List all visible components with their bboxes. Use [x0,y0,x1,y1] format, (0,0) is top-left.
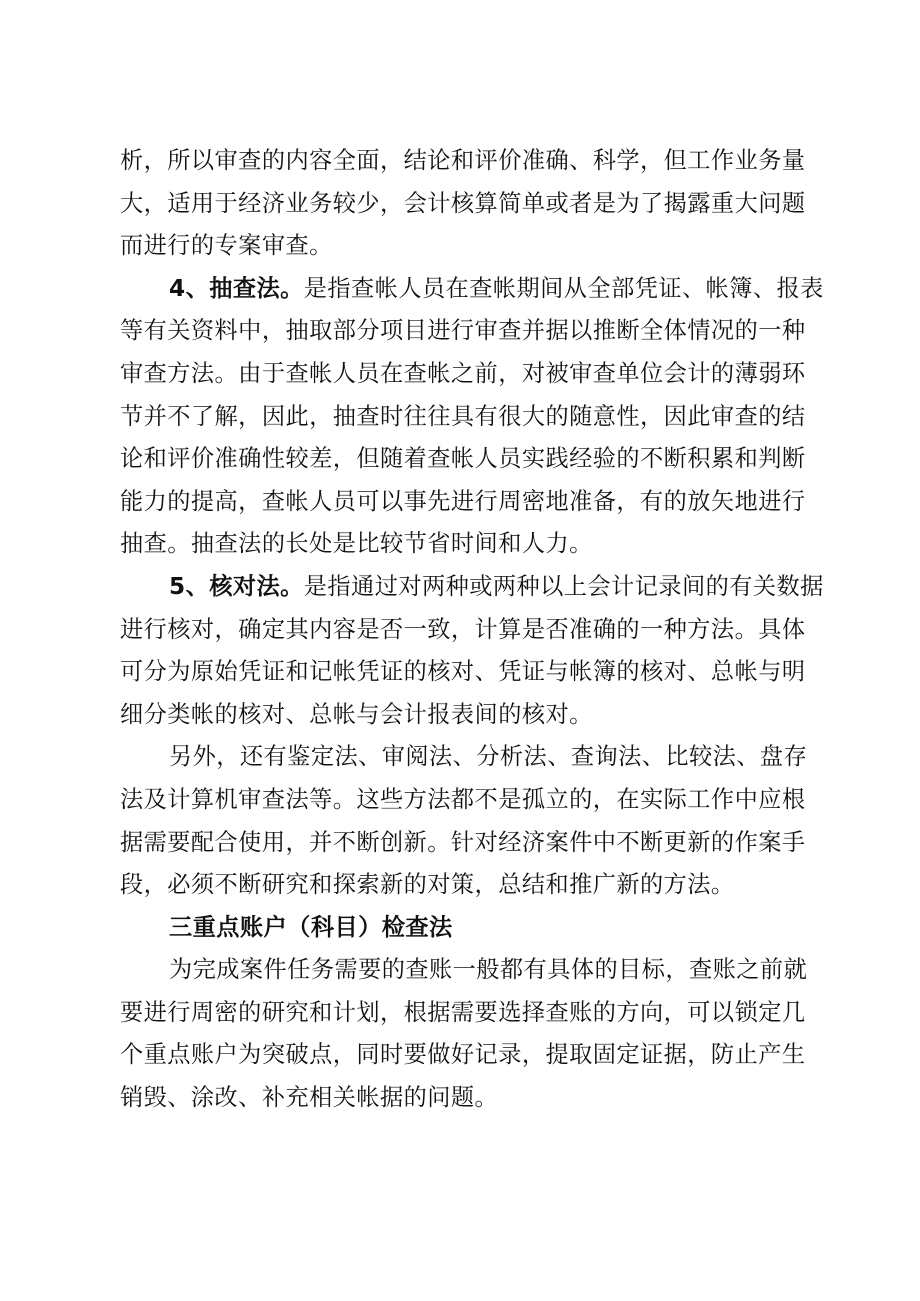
item-heading: 4、抽查法。 [169,274,304,302]
text-line: 销毁、涂改、补充相关帐据的问题。 [120,1084,499,1112]
paragraph-sampling-method [120,268,824,566]
document-body [120,140,824,1120]
text-line [120,268,824,311]
text-line: 论和评价准确性较差，但随着查帐人员实践经验的不断积累和判断 [120,445,806,473]
text-line: 而进行的专案审查。 [120,232,333,260]
text-line: 析，所以审查的内容全面，结论和评价准确、科学，但工作业务量 [120,147,806,174]
paragraph-key-accounts [120,949,808,1119]
paragraph-verification-method [120,566,824,736]
paragraph-continuation [120,140,804,268]
section-heading [120,907,804,950]
text-line: 据需要配合使用，并不断创新。针对经济案件中不断更新的作案手 [120,828,806,856]
text-span: 是指通过对两种或两种以上会计记录间的有关数据 [303,572,824,600]
text-line: 为完成案件任务需要的查账一般都有具体的目标，查账之前就 [169,956,808,984]
text-line: 另外，还有鉴定法、审阅法、分析法、查询法、比较法、盘存 [169,743,808,771]
text-line: 能力的提高，查帐人员可以事先进行周密地准备，有的放矢地进行 [120,487,806,515]
text-line: 节并不了解，因此，抽查时往往具有很大的随意性，因此审查的结 [120,402,806,430]
paragraph-other-methods [120,736,808,906]
text-line: 细分类帐的核对、总帐与会计报表间的核对。 [120,700,593,728]
text-line: 大，适用于经济业务较少，会计核算简单或者是为了揭露重大问题 [120,189,806,217]
text-line: 法及计算机审查法等。这些方法都不是孤立的，在实际工作中应根 [120,785,806,813]
text-line: 段，必须不断研究和探索新的对策，总结和推广新的方法。 [120,871,735,899]
text-line: 个重点账户为突破点，同时要做好记录，提取固定证据，防止产生 [120,1041,806,1069]
text-line: 进行核对，确定其内容是否一致，计算是否准确的一种方法。具体 [120,615,806,643]
text-line: 审查方法。由于查帐人员在查帐之前，对被审查单位会计的薄弱环 [120,359,806,387]
text-line: 等有关资料中，抽取部分项目进行审查并据以推断全体情况的一种 [120,317,806,345]
text-line [120,566,824,609]
section-title: 三重点账户（科目）检查法 [169,913,453,941]
text-line: 可分为原始凭证和记帐凭证的核对、凭证与帐簿的核对、总帐与明 [120,658,806,686]
text-line: 要进行周密的研究和计划，根据需要选择查账的方向，可以锁定几 [120,998,806,1026]
text-line: 抽查。抽查法的长处是比较节省时间和人力。 [120,530,593,558]
text-span: 是指查帐人员在查帐期间从全部凭证、帐簿、报表 [303,274,824,302]
item-heading: 5、核对法。 [169,572,304,600]
